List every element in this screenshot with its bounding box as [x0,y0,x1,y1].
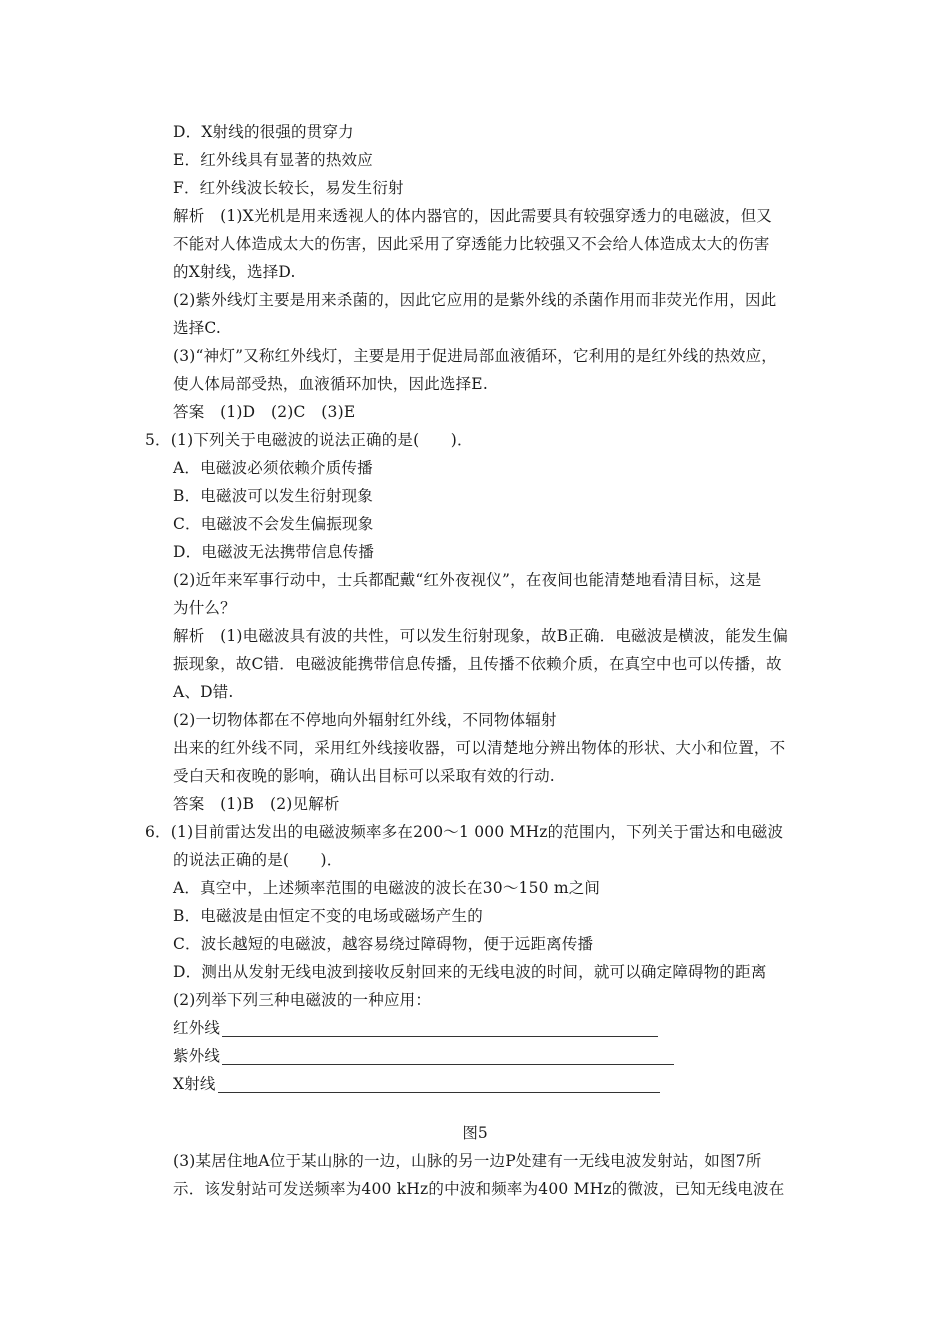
q5-option-c: C．电磁波不会发生偏振现象 [173,515,374,533]
q4-option-d: D．X射线的很强的贯穿力 [173,123,354,141]
q5-option-d: D．电磁波无法携带信息传播 [173,543,375,561]
q6-option-b: B．电磁波是由恒定不变的电场或磁场产生的 [173,907,483,925]
q5-analysis-line: 受白天和夜晚的影响，确认出目标可以采取有效的行动. [173,767,555,785]
q6-part2: (2)列举下列三种电磁波的一种应用： [173,991,432,1009]
q5-part2-line: (2)近年来军事行动中，士兵都配戴“红外夜视仪”，在夜间也能清楚地看清目标，这是 [173,571,762,589]
q6-option-a: A．真空中，上述频率范围的电磁波的波长在30～150 m之间 [173,879,601,897]
q5-answer: 答案 (1)B (2)见解析 [173,795,340,813]
q6-stem-line: 6．(1)目前雷达发出的电磁波频率多在200～1 000 MHz的范围内，下列关于雷达和电磁波 [145,823,784,841]
q4-analysis-line: (3)“神灯”又称红外线灯，主要是用于促进局部血液循环，它利用的是红外线的热效应， [173,347,778,365]
blank-label-ultraviolet: 紫外线 [173,1047,221,1065]
q6-part3-line: 示．该发射站可发送频率为400 kHz的中波和频率为400 MHz的微波，已知无线电波在 [173,1180,785,1198]
q5-option-b: B．电磁波可以发生衍射现象 [173,487,373,505]
q5-stem: 5．(1)下列关于电磁波的说法正确的是( )． [145,431,473,449]
q4-option-e: E．红外线具有显著的热效应 [173,151,373,169]
q5-analysis-line: 出来的红外线不同，采用红外线接收器，可以清楚地分辨出物体的形状、大小和位置，不 [173,739,786,757]
q4-analysis-line: 的X射线，选择D. [173,263,296,281]
xray-answer-blank[interactable] [218,1076,660,1093]
q4-analysis-line: 选择C. [173,319,222,337]
ultraviolet-answer-blank[interactable] [222,1048,674,1065]
figure-caption: 图5 [462,1124,488,1142]
q5-part2-line: 为什么？ [173,599,236,617]
infrared-answer-blank[interactable] [222,1020,658,1037]
q5-analysis-line: (2)一切物体都在不停地向外辐射红外线，不同物体辐射 [173,711,557,729]
blank-label-xray: X射线 [173,1075,216,1093]
q5-analysis-line: A、D错. [173,683,234,701]
q6-option-c: C．波长越短的电磁波，越容易绕过障碍物，便于远距离传播 [173,935,594,953]
q5-analysis-line: 解析 (1)电磁波具有波的共性，可以发生衍射现象，故B正确．电磁波是横波，能发生偏 [173,627,789,645]
q4-analysis-line: (2)紫外线灯主要是用来杀菌的，因此它应用的是紫外线的杀菌作用而非荧光作用，因此 [173,291,777,309]
q5-analysis-line: 振现象，故C错．电磁波能携带信息传播，且传播不依赖介质，在真空中也可以传播，故 [173,655,782,673]
blank-label-infrared: 红外线 [173,1019,221,1037]
q4-answer: 答案 (1)D (2)C (3)E [173,403,356,421]
q6-option-d: D．测出从发射无线电波到接收反射回来的无线电波的时间，就可以确定障碍物的距离 [173,963,767,981]
q4-option-f: F．红外线波长较长，易发生衍射 [173,179,404,197]
q6-stem-line: 的说法正确的是( )． [173,851,343,869]
q4-analysis-line: 解析 (1)X光机是用来透视人的体内器官的，因此需要具有较强穿透力的电磁波，但又 [173,207,772,225]
q5-option-a: A．电磁波必须依赖介质传播 [173,459,373,477]
q4-analysis-line: 不能对人体造成太大的伤害，因此采用了穿透能力比较强又不会给人体造成太大的伤害 [173,235,770,253]
q4-analysis-line: 使人体局部受热，血液循环加快，因此选择E. [173,375,488,393]
q6-part3-line: (3)某居住地A位于某山脉的一边，山脉的另一边P处建有一无线电波发射站，如图7所 [173,1152,762,1170]
